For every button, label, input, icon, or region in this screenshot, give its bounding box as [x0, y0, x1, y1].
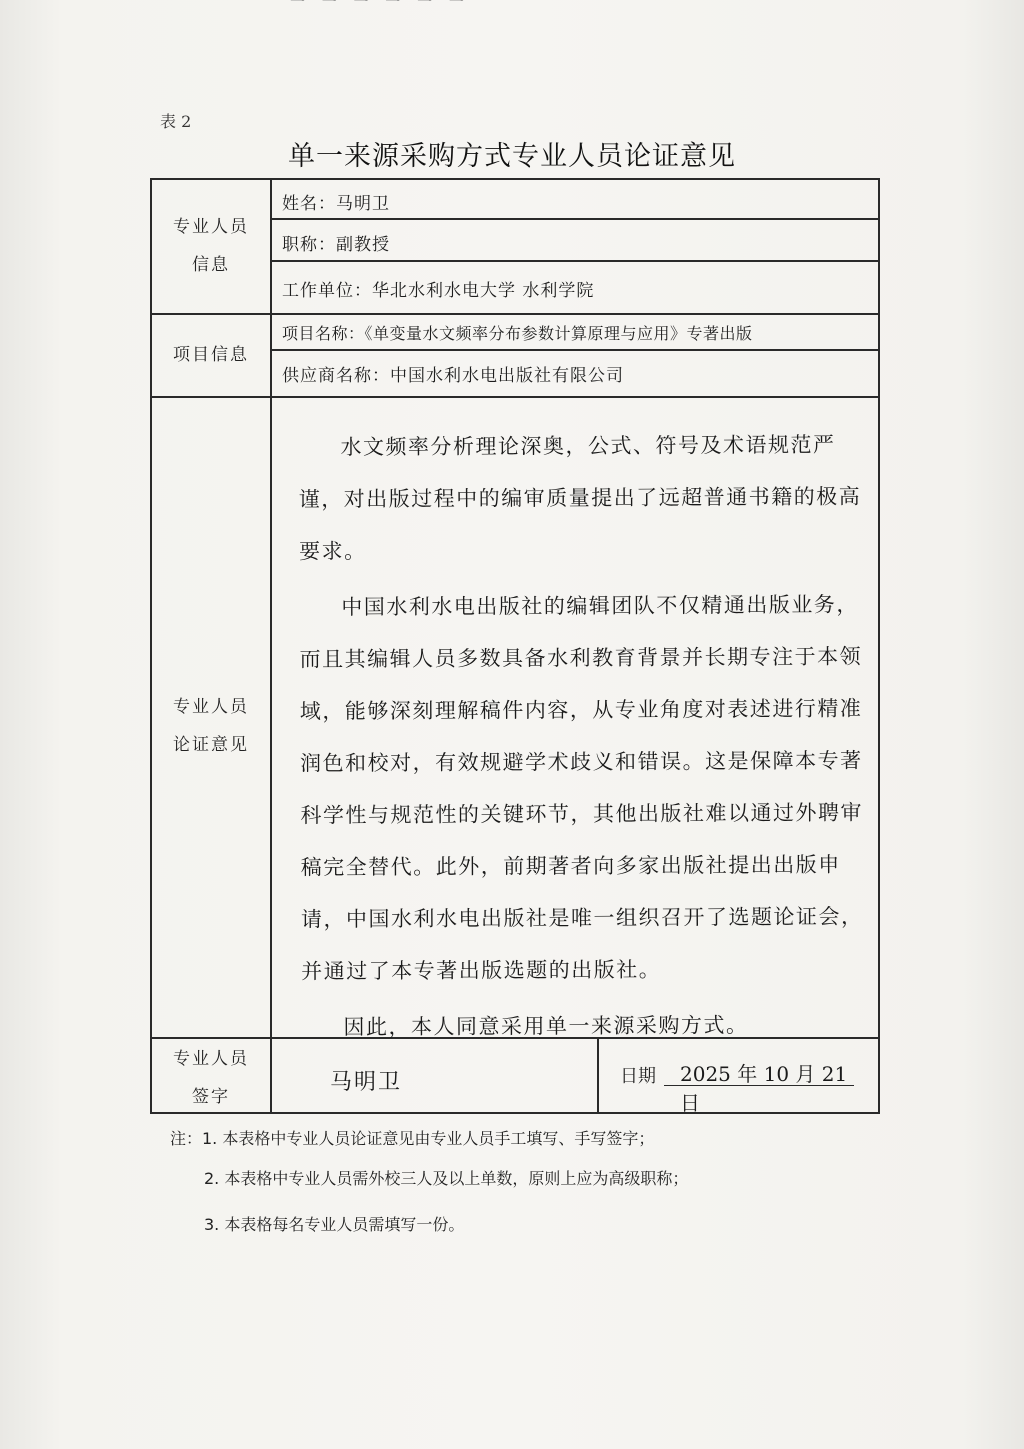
table-number: 表 2: [160, 112, 192, 131]
supplier-name-field: 供应商名称：中国水利水电出版社有限公司: [282, 366, 624, 386]
project-info-label: [152, 336, 270, 374]
row-rule-project-end: [152, 396, 880, 398]
opinion-label-line-1: 专业人员: [173, 697, 249, 717]
row-rule-project: [270, 349, 880, 351]
expert-title-field: 职称：副教授: [282, 235, 390, 255]
opinion-paragraph-1: 水文频率分析理论深奥，公式、符号及术语规范严谨，对出版过程中的编审质量提出了远超普通书籍的极高要求。: [298, 432, 862, 564]
note-line-2: 2. 本表格中专业人员需外校三人及以上单数，原则上应为高级职称；: [204, 1169, 689, 1188]
expert-employer-field: 工作单位：华北水利水电大学 水利学院: [282, 281, 595, 301]
signature-label-line-2: 签字: [192, 1087, 230, 1107]
expert-info-label-line-2: 信息: [192, 255, 230, 275]
opinion-label: [152, 688, 270, 764]
date-value: 2025 年 10 月 21 日: [664, 1058, 854, 1086]
note-line-1: 注：1. 本表格中专业人员论证意见由专业人员手工填写、手写签字；: [170, 1129, 655, 1148]
note-line-3: 3. 本表格每名专业人员需填写一份。: [204, 1215, 465, 1234]
handwritten-opinion: [298, 419, 871, 1054]
project-name-field: 项目名称：《单变量水文频率分布参数计算原理与应用》专著出版: [282, 324, 753, 343]
expert-name-field: 姓名：马明卫: [282, 194, 390, 214]
opinion-paragraph-3: 因此，本人同意采用单一来源采购方式。: [343, 1013, 749, 1040]
expert-info-label: [152, 208, 270, 284]
signature-label-line-1: 专业人员: [173, 1049, 249, 1069]
opinion-label-line-2: 论证意见: [173, 735, 249, 755]
opinion-paragraph-2: 中国水利水电出版社的编辑团队不仅精通出版业务，而且其编辑人员多数具备水利教育背景并长期专注于本领域，能够深刻理解稿件内容，从专业角度对表述进行精准润色和校对，有效规避学术歧义和错误。这是保障本专著科学性与规范性的关键环节，其他出版社难以通过外聘审稿完全替代。此外，前期著者向多家出版社提出出版申请，中国水利水电出版社是唯一组织召开了选题论证会，并通过了本专著出版选题的出版社。: [299, 592, 864, 984]
row-rule-expert-end: [152, 313, 880, 315]
signature-label: [152, 1040, 270, 1116]
date-label: 日期: [620, 1066, 656, 1087]
row-rule-title: [270, 260, 880, 262]
document-title: 单一来源采购方式专业人员论证意见: [288, 141, 736, 172]
top-cropped-text: 一 一 一 一 一 一: [290, 0, 470, 11]
column-divider: [270, 180, 272, 1112]
expert-info-label-line-1: 专业人员: [173, 217, 249, 237]
project-info-label-text: 项目信息: [173, 345, 249, 365]
row-rule-name: [270, 218, 880, 220]
handwritten-signature: 马明卫: [330, 1070, 403, 1095]
